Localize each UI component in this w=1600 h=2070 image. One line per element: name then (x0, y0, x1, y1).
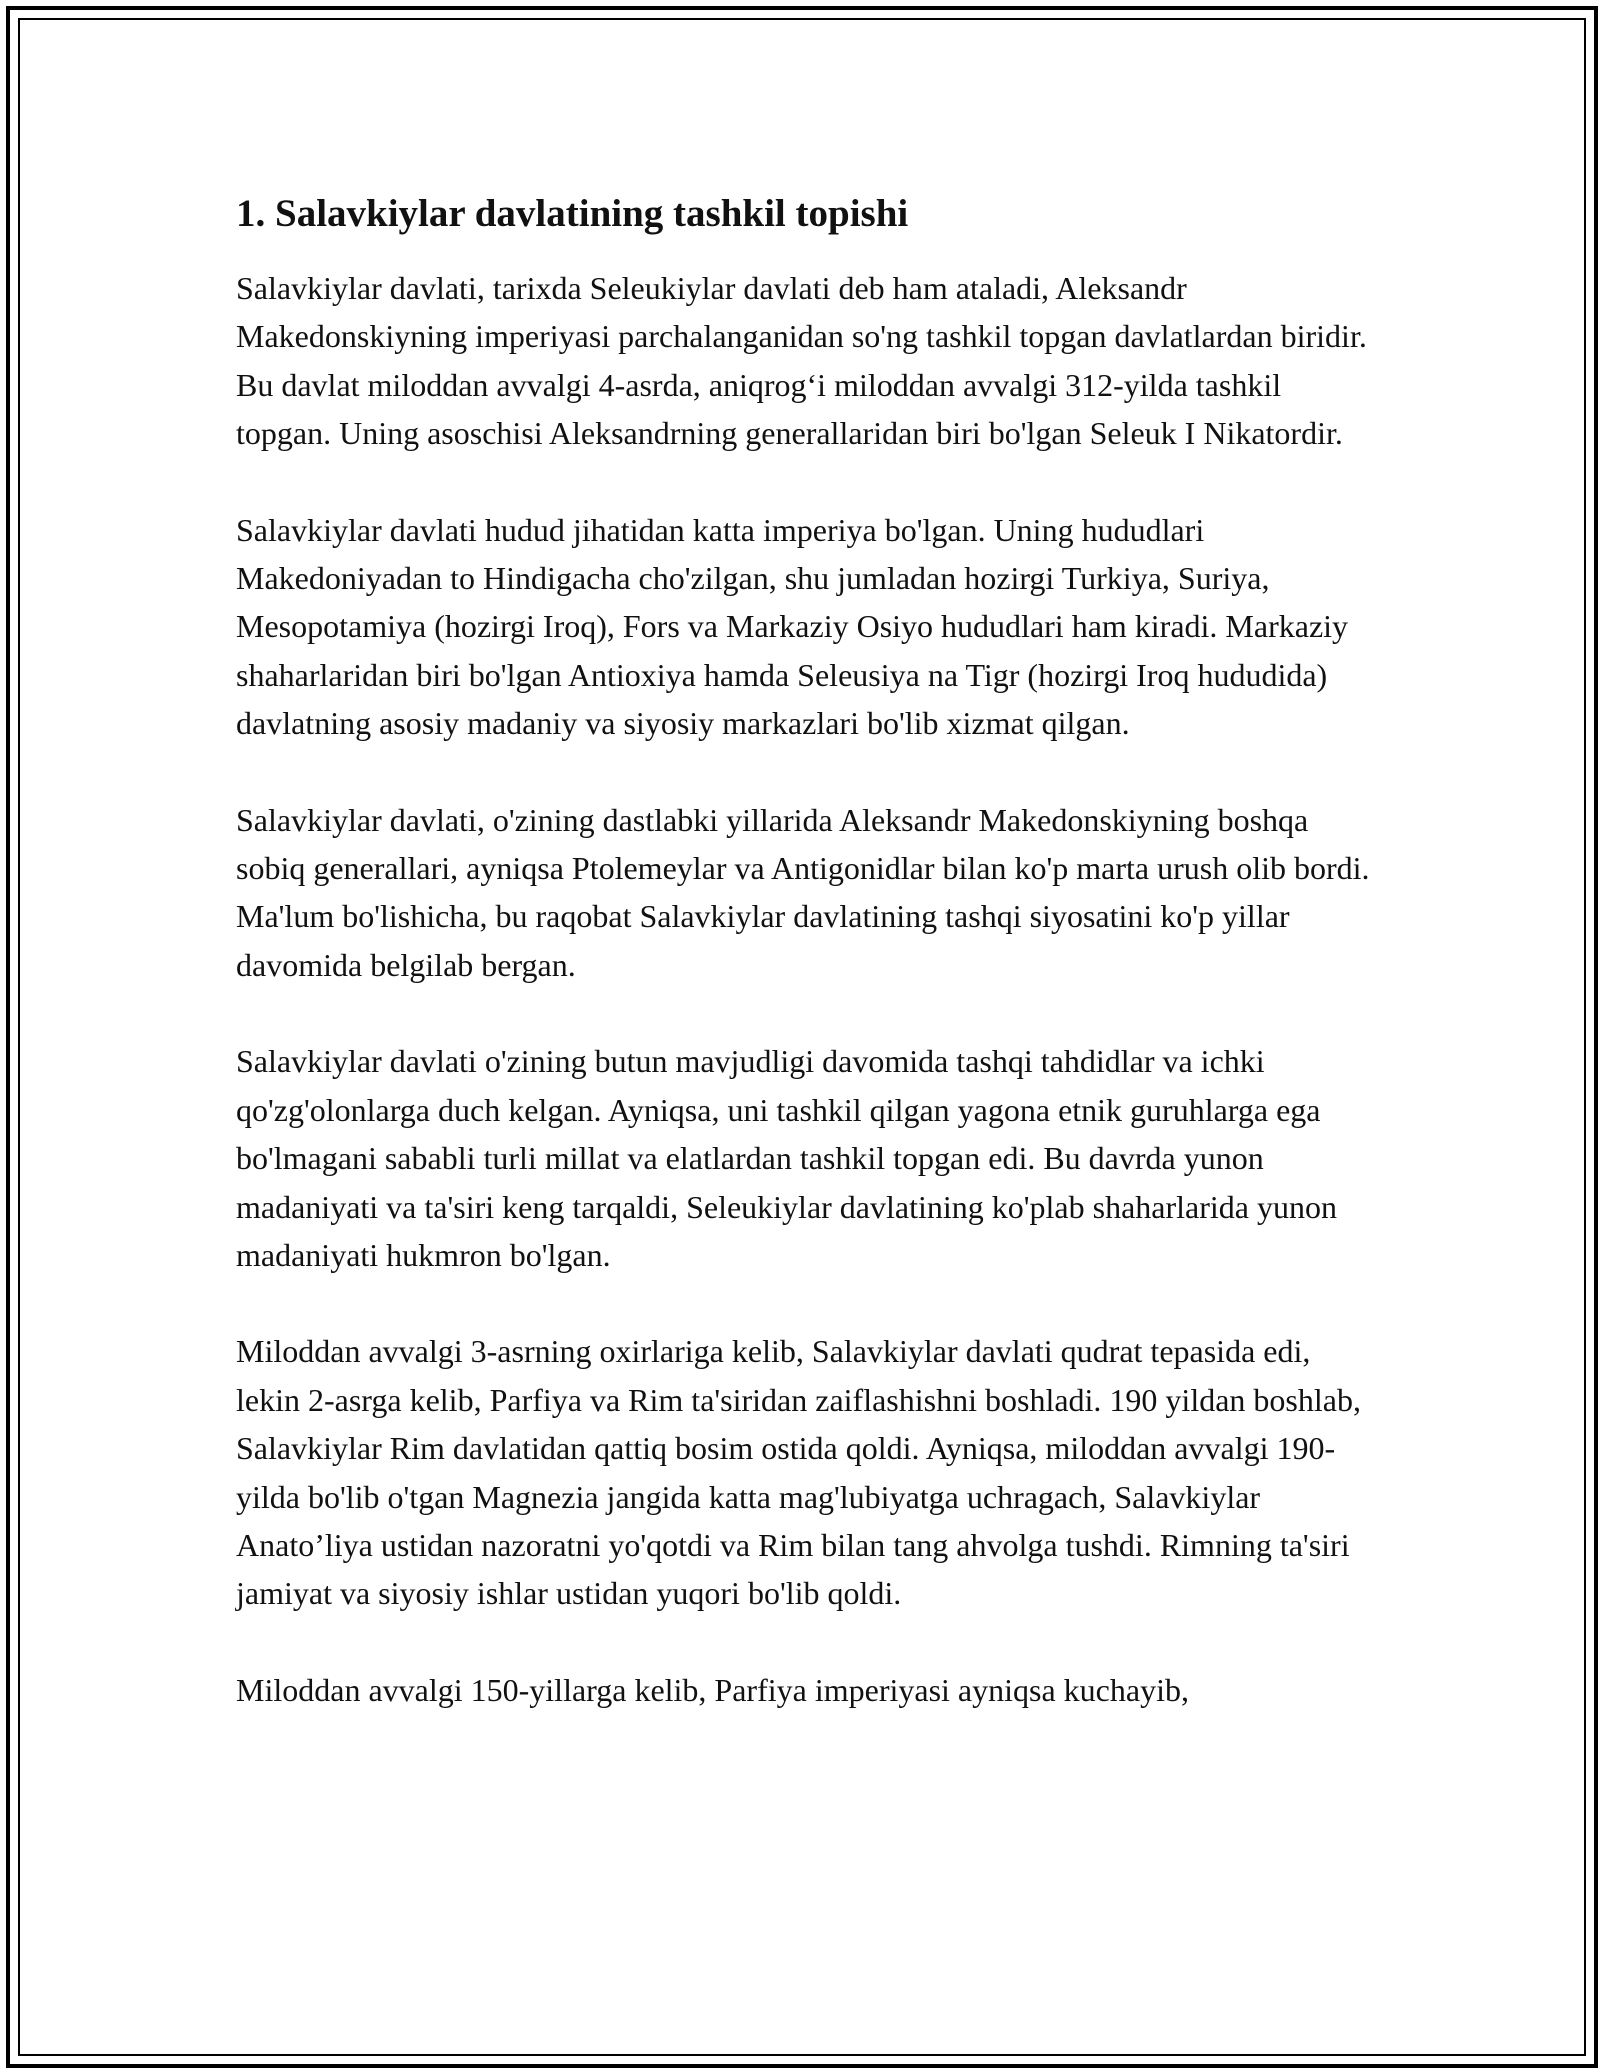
paragraph-3: Salavkiylar davlati, o'zining dastlabki yillarida Aleksandr Makedonskiyning boshqa sobiq generallari, ayniqsa Ptolemeylar va Antigonidlar bilan ko'p marta urush olib bordi. Ma'lum bo'lishicha, bu raqobat Salavkiylar davlatining tashqi siyosatini ko'p yillar davomida belgilab bergan. (236, 801, 1370, 983)
paragraph-5: Miloddan avvalgi 3-asrning oxirlariga kelib, Salavkiylar davlati qudrat tepasida edi, lekin 2-asrga kelib, Parfiya va Rim ta'siridan zaiflashishni boshladi. 190 yildan boshlab, Salavkiylar Rim davlatidan qattiq bosim ostida qoldi. Ayniqsa, miloddan avvalgi 190-yilda bo'lib o'tgan Magnezia jangida katta mag'lubiyatga uchragach, Salavkiylar Anato’liya ustidan nazoratni yo'qotdi va Rim bilan tang ahvolga tushdi. Rimning ta'siri jamiyat va siyosiy ishlar ustidan yuqori bo'lib qoldi. (236, 1333, 1361, 1612)
document-body (236, 186, 1376, 1762)
section-title: 1. Salavkiylar davlatining tashkil topishi (236, 192, 909, 235)
paragraph-1: Salavkiylar davlati, tarixda Seleukiylar davlati deb ham ataladi, Aleksandr Makedonskiyning imperiyasi parchalanganidan so'ng tashkil topgan davlatlardan biridir. Bu davlat miloddan avvalgi 4-asrda, aniqrog‘i miloddan avvalgi 312-yilda tashkil topgan. Uning asoschisi Aleksandrning generallaridan biri bo'lgan Seleuk I Nikatordir. (236, 270, 1367, 452)
paragraph-6: Miloddan avvalgi 150-yillarga kelib, Parfiya imperiyasi ayniqsa kuchayib, (236, 1671, 1189, 1708)
paragraph-2: Salavkiylar davlati hudud jihatidan katta imperiya bo'lgan. Uning hududlari Makedoniyadan to Hindigacha cho'zilgan, shu jumladan hozirgi Turkiya, Suriya, Mesopotamiya (hozirgi Iroq), Fors va Markaziy Osiyo hududlari ham kiradi. Markaziy shaharlaridan biri bo'lgan Antioxiya hamda Seleusiya na Tigr (hozirgi Iroq hududida) davlatning asosiy madaniy va siyosiy markazlari bo'lib xizmat qilgan. (236, 511, 1349, 742)
paragraph-4: Salavkiylar davlati o'zining butun mavjudligi davomida tashqi tahdidlar va ichki qo'zg'olonlarga duch kelgan. Ayniqsa, uni tashkil qilgan yagona etnik guruhlarga ega bo'lmagani sababli turli millat va elatlardan tashkil topgan edi. Bu davrda yunon madaniyati va ta'siri keng tarqaldi, Seleukiylar davlatining ko'plab shaharlarida yunon madaniyati hukmron bo'lgan. (236, 1043, 1337, 1273)
